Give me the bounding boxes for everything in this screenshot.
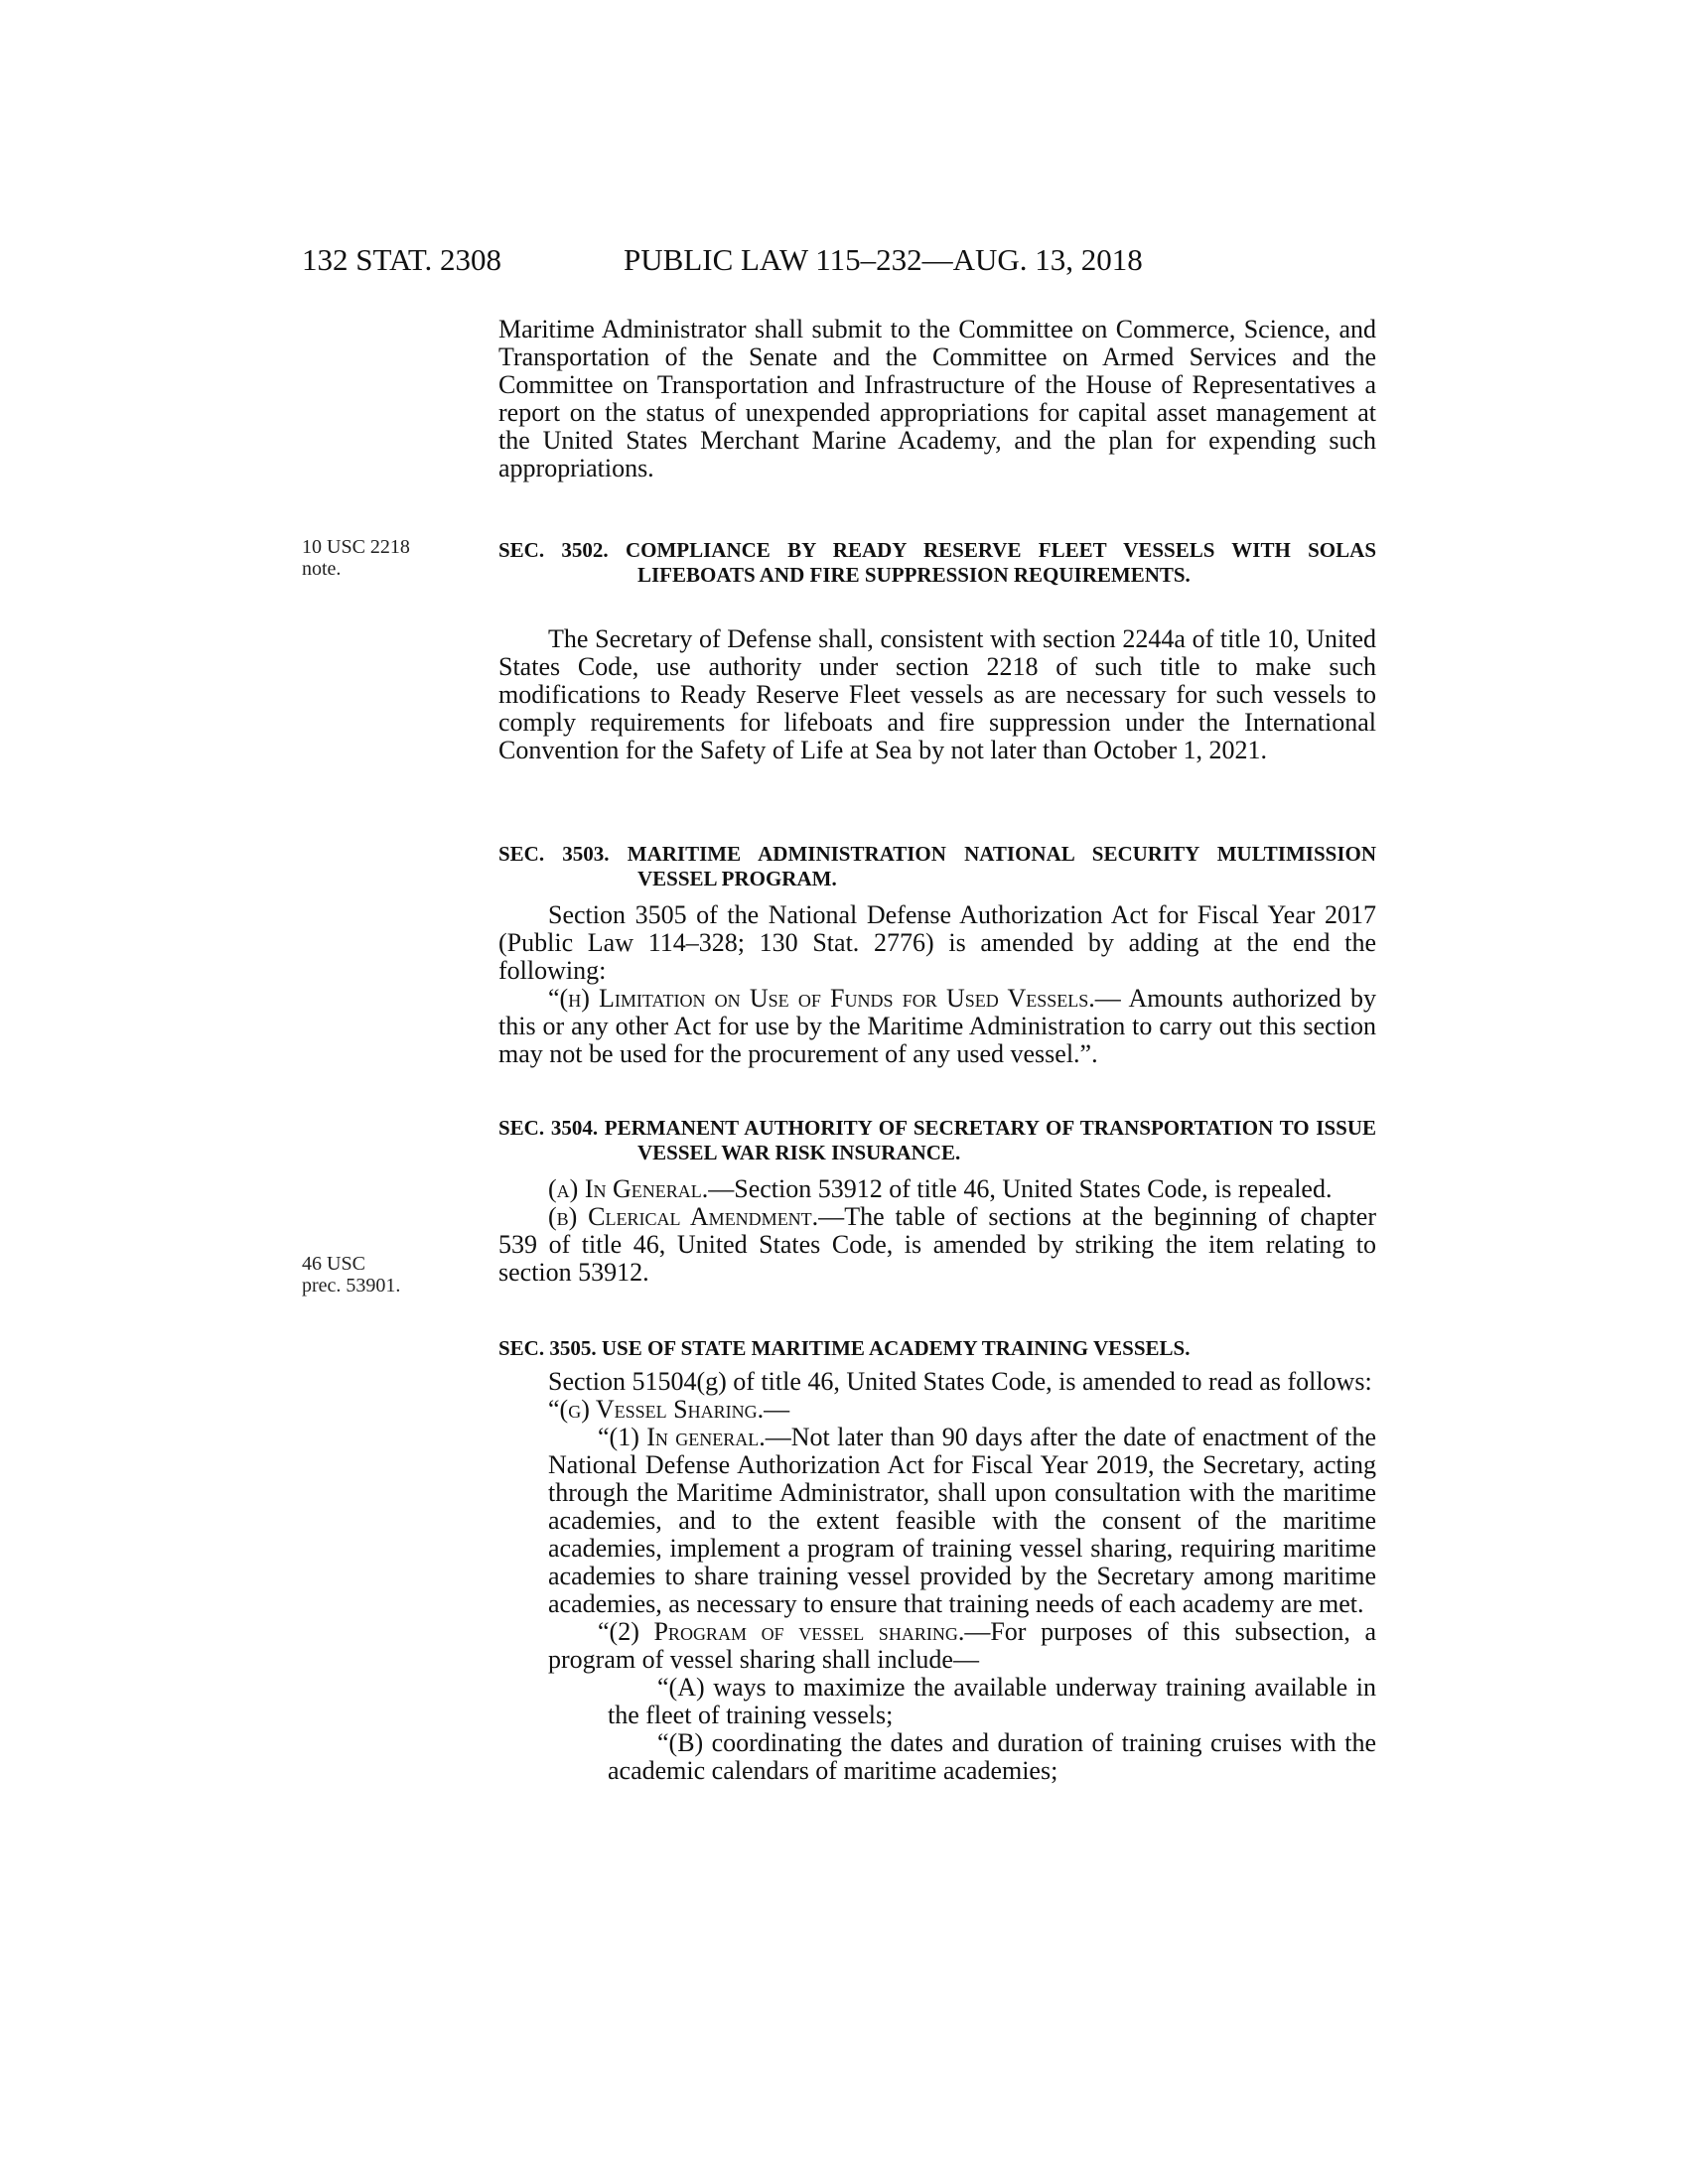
margin-note-line: 10 USC 2218 (302, 536, 410, 558)
subsection-a (498, 1175, 1376, 1203)
section-3503-text: Section 3505 of the National Defense Authorization Act for Fiscal Year 2017 (Public Law 114–328; 130 Stat. 2776) is amended by adding at the end the following: (498, 900, 1376, 985)
section-3505-body (498, 1368, 1376, 1785)
subparagraph-b: “(B) coordinating the dates and duration of training cruises with the academic calendars of maritime academies; (608, 1728, 1376, 1785)
margin-note-10usc2218 (302, 536, 410, 580)
section-3504-heading (498, 1116, 1376, 1165)
subsection-g (498, 1396, 1376, 1424)
paragraph-1-label: “(1) In general.— (598, 1423, 791, 1451)
subsection-b-label: (b) Clerical Amendment.— (548, 1202, 845, 1231)
section-3502-text: The Secretary of Defense shall, consistent with section 2244a of title 10, United States Code, use authority under section 2218 of such title to make such modifications to Ready Reserve Fleet vessels as are necessary for such vessels to comply requirements for lifeboats and fire suppression under the International Convention for the Safety of Life at Sea by not later than October 1, 2021. (498, 624, 1376, 764)
section-heading-text: SEC. 3505. USE OF STATE MARITIME ACADEMY TRAINING VESSELS. (498, 1336, 1191, 1360)
intro-paragraph (498, 316, 1376, 482)
subsection-b (498, 1203, 1376, 1287)
section-heading-text: SEC. 3502. COMPLIANCE BY READY RESERVE FLEET VESSELS WITH SOLAS LIFEBOATS AND FIRE SUPPRESSION REQUIREMENTS. (498, 538, 1376, 587)
margin-note-46usc (302, 1253, 400, 1297)
statute-page-number: 132 STAT. 2308 (302, 242, 502, 277)
paragraph-2-text: For purposes of this subsection, a program of vessel sharing shall include— (548, 1617, 1376, 1674)
section-heading-text: SEC. 3504. PERMANENT AUTHORITY OF SECRETARY OF TRANSPORTATION TO ISSUE VESSEL WAR RISK INSURANCE. (498, 1116, 1376, 1164)
margin-note-line: 46 USC (302, 1253, 365, 1275)
subsection-a-text: Section 53912 of title 46, United States Code, is repealed. (734, 1174, 1333, 1203)
section-3505-heading (498, 1336, 1376, 1361)
page-header (0, 242, 1688, 282)
paragraph-2 (498, 1618, 1376, 1674)
section-3502-body (498, 625, 1376, 764)
margin-note-line: prec. 53901. (302, 1275, 401, 1297)
section-3503-body (498, 901, 1376, 1068)
intro-text: Maritime Administrator shall submit to the Committee on Commerce, Science, and Transportation of the Senate and the Committee on Armed Services and the Committee on Transportation and Infrastructure of the House of Representatives a report on the status of unexpended appropriations for capital asset management at the United States Merchant Marine Academy, and the plan for expending such appropriations. (498, 315, 1376, 482)
running-title: PUBLIC LAW 115–232—AUG. 13, 2018 (624, 242, 1143, 277)
subsection-h-label: “(h) Limitation on Use of Funds for Used Vessels.— (548, 984, 1121, 1013)
margin-note-line: note. (302, 558, 342, 580)
section-3504-body (498, 1175, 1376, 1287)
section-3502-heading (498, 538, 1376, 588)
subsection-g-label: “(g) Vessel Sharing.— (548, 1395, 790, 1424)
paragraph-1 (498, 1424, 1376, 1618)
subsection-h-text: Amounts authorized by this or any other Act for use by the Maritime Administration to carry out this section may not be used for the procurement of any used vessel.”. (498, 984, 1376, 1068)
paragraph-2-label: “(2) Program of vessel sharing.— (598, 1617, 991, 1646)
section-3505-text: Section 51504(g) of title 46, United States Code, is amended to read as follows: (548, 1367, 1372, 1396)
subsection-b-text: The table of sections at the beginning of chapter 539 of title 46, United States Code, is amended by striking the item relating to section 53912. (498, 1202, 1376, 1287)
subsection-a-label: (a) In General.— (548, 1174, 735, 1203)
subsection-h (498, 985, 1376, 1068)
subparagraph-a: “(A) ways to maximize the available underway training available in the fleet of training vessels; (608, 1673, 1376, 1729)
section-3503-heading (498, 842, 1376, 891)
paragraph-1-text: Not later than 90 days after the date of enactment of the National Defense Authorization Act for Fiscal Year 2019, the Secretary, acting through the Maritime Administrator, shall upon consultation with the maritime academies, and to the extent feasible with the consent of the maritime academies, implement a program of training vessel sharing, requiring maritime academies to share training vessel provided by the Secretary among maritime academies, as necessary to ensure that training needs of each academy are met. (548, 1423, 1376, 1618)
section-heading-text: SEC. 3503. MARITIME ADMINISTRATION NATIONAL SECURITY MULTIMISSION VESSEL PROGRAM. (498, 842, 1376, 890)
